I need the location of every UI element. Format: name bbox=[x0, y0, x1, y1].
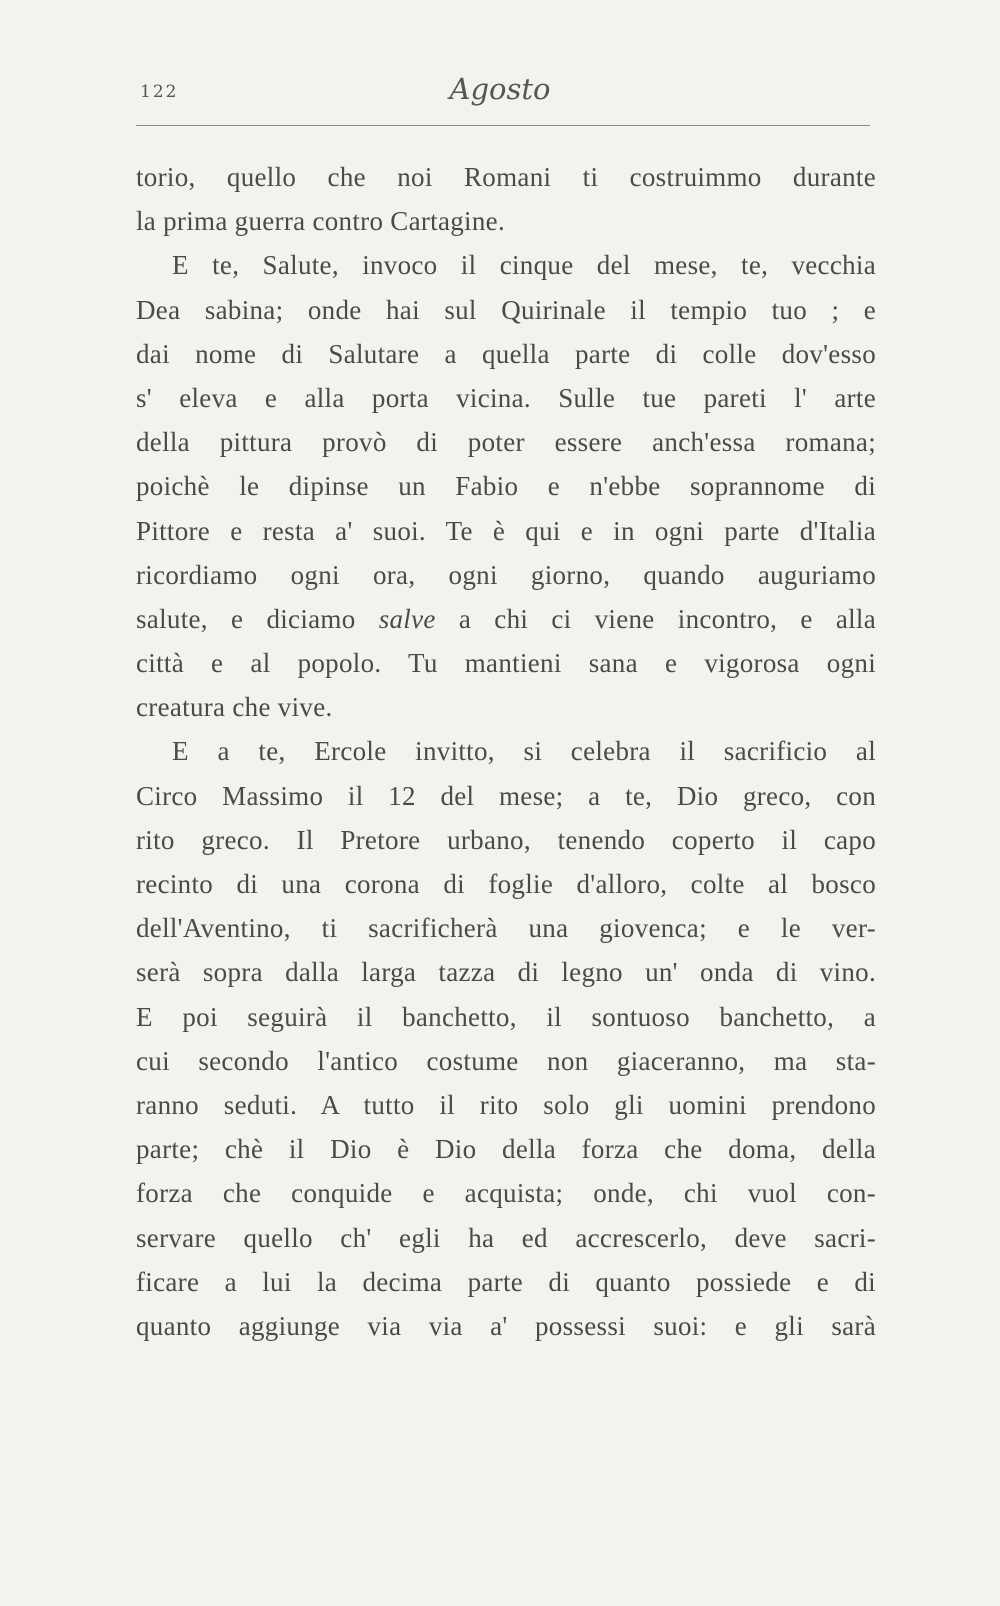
text-line: rito greco. Il Pretore urbano, tenendo coperto il capo bbox=[136, 824, 876, 855]
text-line: forza che conquide e acquista; onde, chi vuol con- bbox=[136, 1178, 876, 1209]
running-title: Agosto bbox=[449, 72, 551, 106]
text-line: cui secondo l'antico costume non giaceranno, ma sta- bbox=[136, 1045, 876, 1076]
text-line: servare quello ch' egli ha ed accrescerlo, deve sacri- bbox=[136, 1222, 876, 1253]
page-number: 122 bbox=[140, 82, 179, 102]
body-text bbox=[136, 155, 876, 1348]
text-line: la prima guerra contro Cartagine. bbox=[136, 206, 505, 237]
text-segment: a chi ci viene incontro, e alla bbox=[435, 603, 876, 634]
text-line: serà sopra dalla larga tazza di legno un' onda di vino. bbox=[136, 957, 876, 988]
text-line: E poi seguirà il banchetto, il sontuoso banchetto, a bbox=[136, 1001, 876, 1032]
text-line: dell'Aventino, ti sacrificherà una giovenca; e le ver- bbox=[136, 913, 876, 944]
header-rule bbox=[136, 125, 870, 126]
text-line: della pittura provò di poter essere anch'essa romana; bbox=[136, 427, 876, 458]
text-line: poichè le dipinse un Fabio e n'ebbe soprannome di bbox=[136, 471, 876, 502]
text-line: ricordiamo ogni ora, ogni giorno, quando auguriamo bbox=[136, 559, 876, 590]
text-line bbox=[136, 597, 876, 641]
text-line: creatura che vive. bbox=[136, 692, 333, 723]
text-line: città e al popolo. Tu mantieni sana e vigorosa ogni bbox=[136, 648, 876, 679]
text-line: dai nome di Salutare a quella parte di colle dov'esso bbox=[136, 338, 876, 369]
text-line: quanto aggiunge via via a' possessi suoi: e gli sarà bbox=[136, 1310, 876, 1341]
paragraph-start-line: E a te, Ercole invitto, si celebra il sacrificio al bbox=[172, 736, 876, 767]
text-line: s' eleva e alla porta vicina. Sulle tue pareti l' arte bbox=[136, 382, 876, 413]
text-line: parte; chè il Dio è Dio della forza che doma, della bbox=[136, 1134, 876, 1165]
text-line: ranno seduti. A tutto il rito solo gli uomini prendono bbox=[136, 1089, 876, 1120]
paragraph-start-line: E te, Salute, invoco il cinque del mese, te, vecchia bbox=[172, 250, 876, 281]
italic-word: salve bbox=[378, 603, 436, 634]
text-segment: salute, e diciamo bbox=[136, 603, 379, 634]
text-line: Pittore e resta a' suoi. Te è qui e in ogni parte d'Italia bbox=[136, 515, 876, 546]
text-line: ficare a lui la decima parte di quanto possiede e di bbox=[136, 1266, 876, 1297]
text-line: torio, quello che noi Romani ti costruimmo durante bbox=[136, 162, 876, 192]
text-line: Dea sabina; onde hai sul Quirinale il tempio tuo ; e bbox=[136, 294, 876, 325]
text-line: recinto di una corona di foglie d'alloro, colte al bosco bbox=[136, 869, 876, 899]
text-line: Circo Massimo il 12 del mese; a te, Dio greco, con bbox=[136, 780, 876, 811]
